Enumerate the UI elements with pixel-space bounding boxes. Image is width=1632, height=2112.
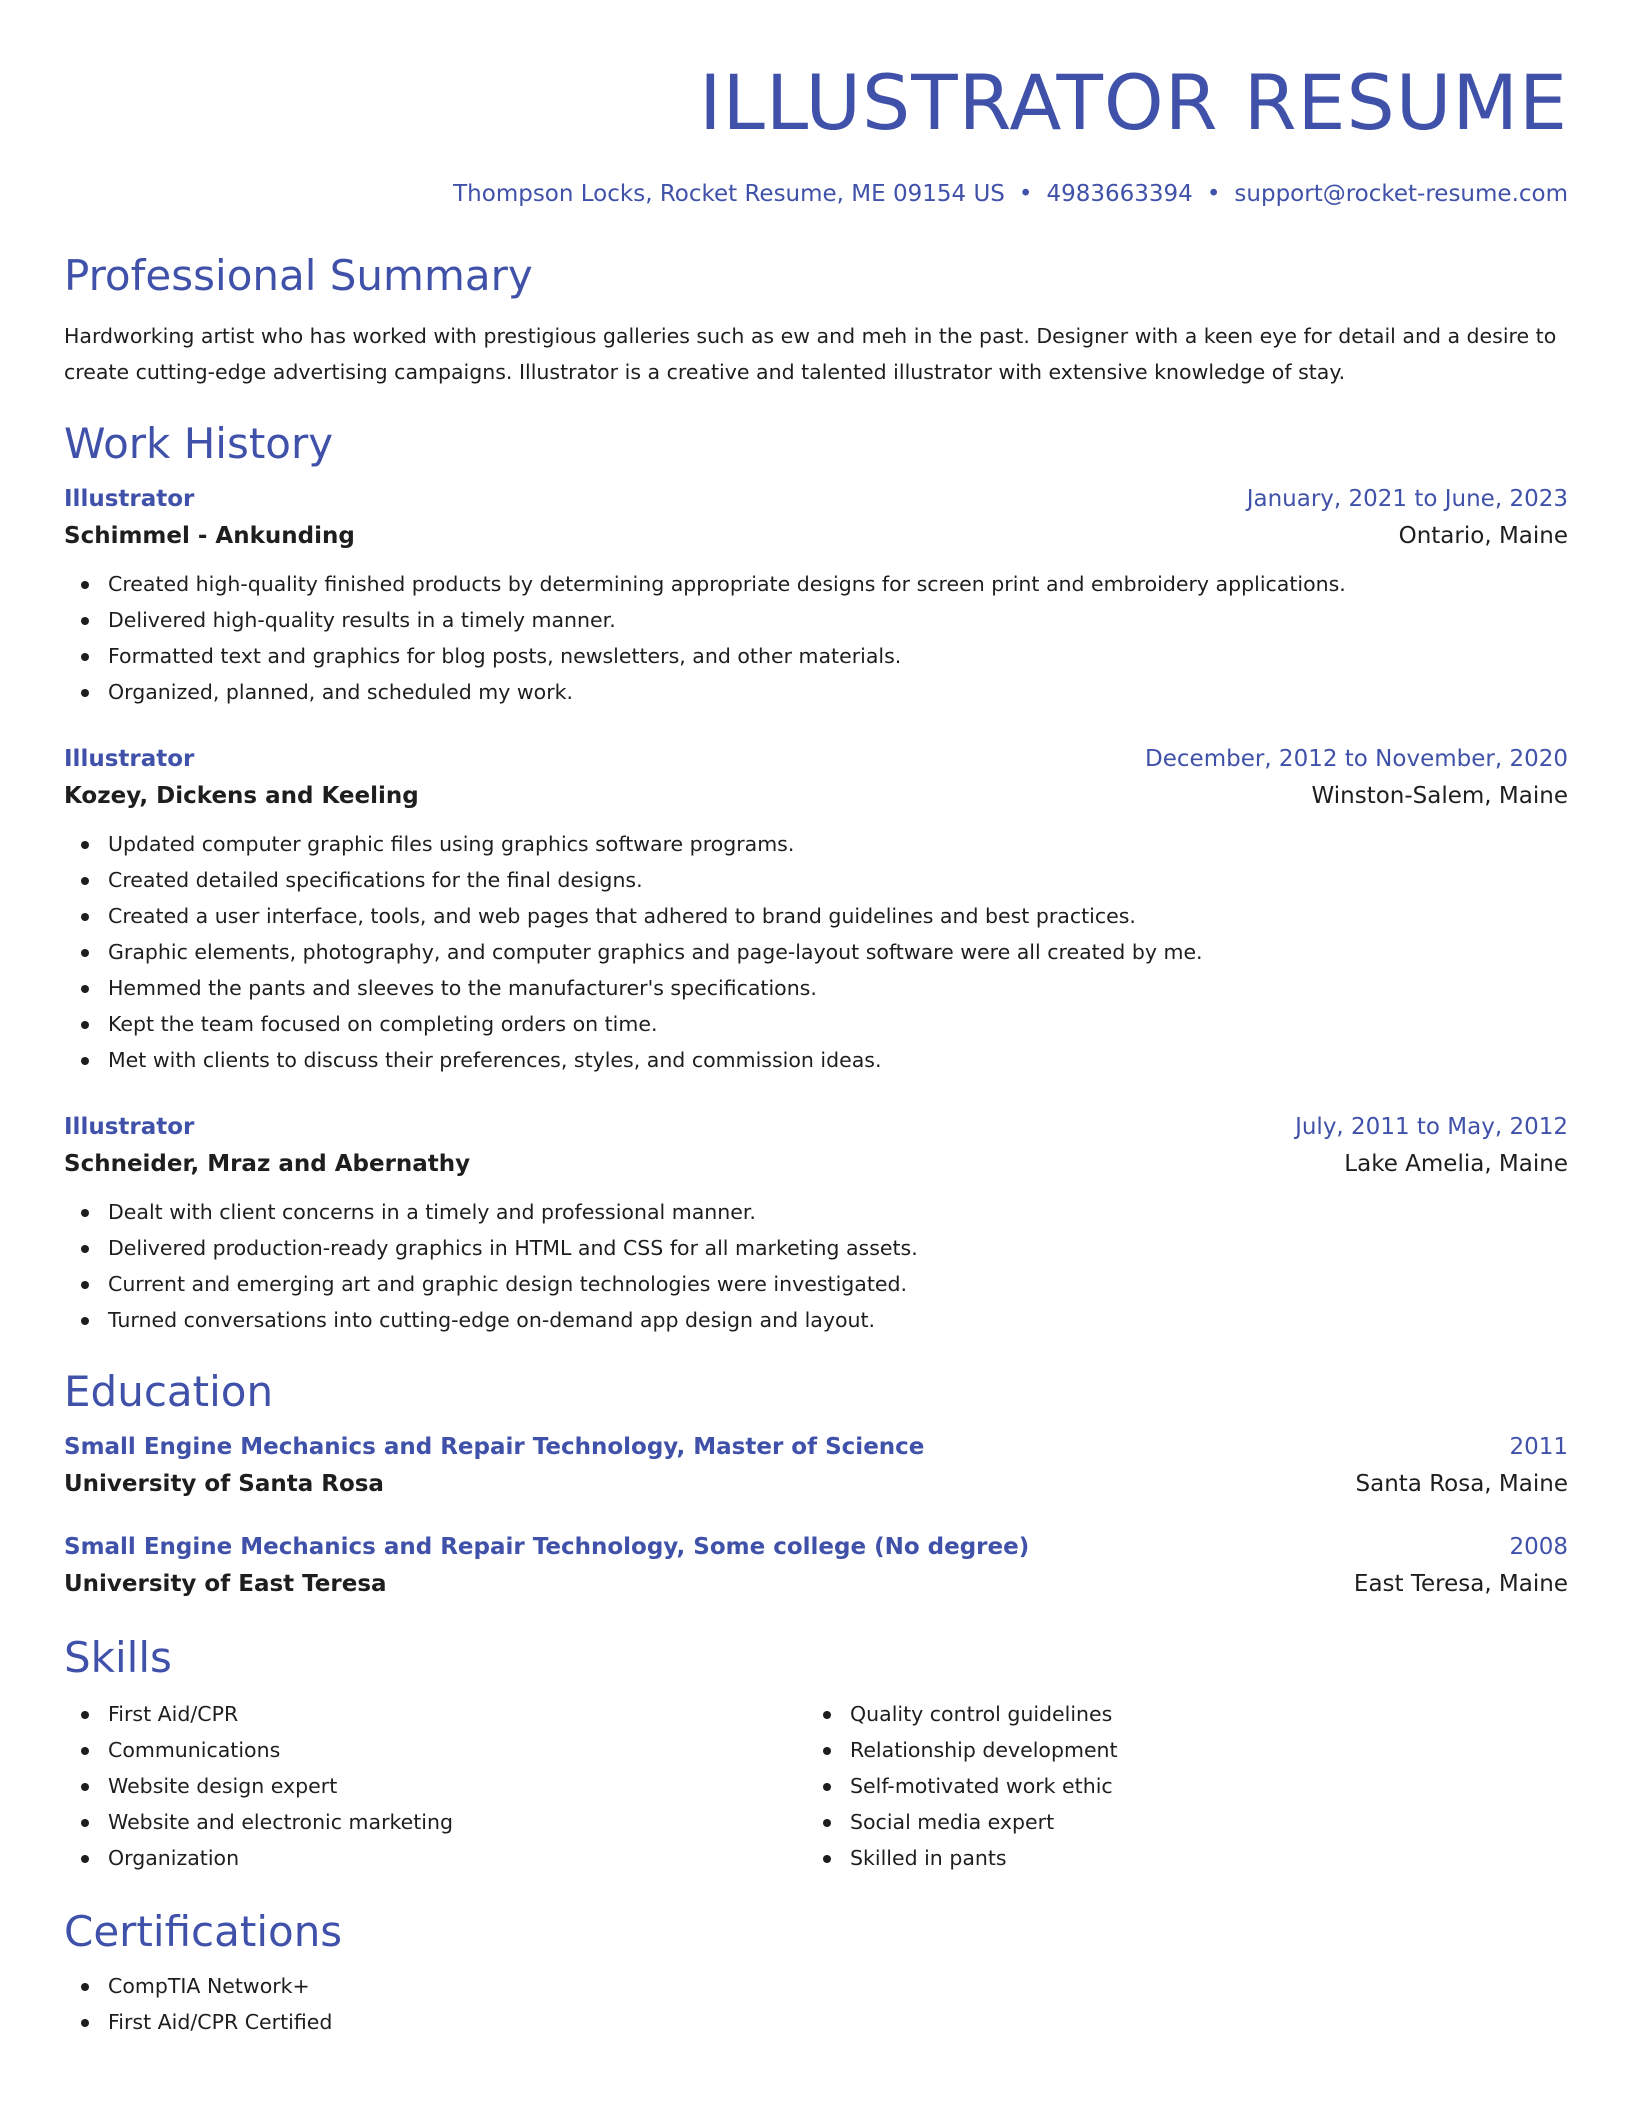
education-location: Santa Rosa, Maine [1355,1471,1568,1497]
job-bullet-text: Turned conversations into cutting-edge on-demand app design and layout. [108,1308,876,1332]
job-location: Winston-Salem, Maine [1311,783,1568,809]
education-heading: Education [64,1367,274,1416]
skill-item [64,1840,806,1876]
bullet-dot [81,1317,89,1325]
bullet-dot [81,985,89,993]
job-bullets [64,566,1568,710]
skill-item [64,1768,806,1804]
skill-text: Quality control guidelines [850,1702,1113,1726]
skill-item [806,1768,1548,1804]
job-bullet [64,566,1568,602]
education-location: East Teresa, Maine [1353,1571,1568,1597]
certifications-heading: Certifications [64,1907,343,1956]
job-bullet-text: Formatted text and graphics for blog posts, newsletters, and other materials. [108,644,902,668]
bullet-dot [81,1021,89,1029]
job-bullet [64,1042,1568,1078]
job-bullet-text: Dealt with client concerns in a timely and professional manner. [108,1200,756,1224]
job-company-row [64,1144,1568,1184]
skills-list-right [806,1696,1548,1876]
job-dates: December, 2012 to November, 2020 [1145,746,1568,772]
bullet-dot [81,1819,89,1827]
job-bullet [64,934,1568,970]
bullet-dot [81,1281,89,1289]
job-location: Ontario, Maine [1398,523,1568,549]
skill-text: Communications [108,1738,281,1762]
skill-text: First Aid/CPR [108,1702,239,1726]
bullet-dot [81,841,89,849]
bullet-dot [81,653,89,661]
skills-list-left [64,1696,806,1876]
contact-email[interactable]: support@rocket-resume.com [1234,181,1568,207]
certification-item [64,1968,1568,2004]
skill-item [806,1804,1548,1840]
job-bullet-text: Created a user interface, tools, and web pages that adhered to brand guidelines and best practices. [108,904,1136,928]
skill-item [64,1696,806,1732]
bullet-dot [81,949,89,957]
bullet-dot [81,1245,89,1253]
contact-address: Thompson Locks, Rocket Resume, ME 09154 US [453,181,1005,207]
skills-heading: Skills [64,1633,172,1682]
education-school-row [64,1464,1568,1504]
job-entry [64,482,1568,710]
bullet-dot [823,1711,831,1719]
bullet-dot [81,1711,89,1719]
bullet-dot [81,1057,89,1065]
education-degree: Small Engine Mechanics and Repair Technology, Some college (No degree) [64,1534,1030,1560]
bullet-dot [823,1783,831,1791]
skill-text: Website and electronic marketing [108,1810,453,1834]
bullet-dot [81,581,89,589]
bullet-dot [81,913,89,921]
job-entry [64,742,1568,1078]
job-bullet-text: Kept the team focused on completing orders on time. [108,1012,658,1036]
job-company: Schimmel - Ankunding [64,523,355,549]
education-school-row [64,1564,1568,1604]
job-bullet-text: Updated computer graphic files using graphics software programs. [108,832,795,856]
job-bullet [64,1194,1568,1230]
job-bullets [64,826,1568,1078]
job-bullet [64,638,1568,674]
job-bullet [64,862,1568,898]
certification-text: First Aid/CPR Certified [108,2010,333,2034]
bullet-dot [823,1747,831,1755]
resume-page [64,0,1568,2040]
job-bullet [64,970,1568,1006]
job-company: Schneider, Mraz and Abernathy [64,1151,471,1177]
job-dates: July, 2011 to May, 2012 [1295,1114,1568,1140]
summary-text: Hardworking artist who has worked with prestigious galleries such as ew and meh in the past. Designer with a keen eye for detail and a desire to create cutting-edge advertising campaigns. Illustrator is a creative and talented illustrator with extensive knowledge of stay. [64,324,1557,384]
job-header-row [64,482,1568,516]
skill-text: Skilled in pants [850,1846,1007,1870]
work-history-heading: Work History [64,419,334,468]
skills-columns [64,1696,1568,1876]
contact-line [64,178,1568,210]
education-year: 2011 [1509,1434,1568,1460]
skill-item [64,1732,806,1768]
bullet-dot [81,617,89,625]
bullet-dot [81,877,89,885]
bullet-dot [823,1819,831,1827]
bullet-dot [81,1783,89,1791]
education-degree: Small Engine Mechanics and Repair Technology, Master of Science [64,1434,925,1460]
job-bullet [64,674,1568,710]
job-bullet-text: Delivered production-ready graphics in HTML and CSS for all marketing assets. [108,1236,918,1260]
job-bullet [64,826,1568,862]
bullet-dot [81,1983,89,1991]
skill-item [806,1696,1548,1732]
contact-separator: • [1206,181,1221,207]
bullet-dot [81,689,89,697]
skill-text: Self-motivated work ethic [850,1774,1113,1798]
job-bullet [64,898,1568,934]
job-title: Illustrator [64,746,195,772]
job-bullet [64,1266,1568,1302]
bullet-dot [823,1855,831,1863]
bullet-dot [81,2019,89,2027]
education-entry [64,1530,1568,1604]
skill-text: Organization [108,1846,240,1870]
certification-item [64,2004,1568,2040]
education-year: 2008 [1509,1534,1568,1560]
job-bullet [64,1230,1568,1266]
job-bullet-text: Hemmed the pants and sleeves to the manufacturer's specifications. [108,976,817,1000]
skill-text: Website design expert [108,1774,338,1798]
job-title: Illustrator [64,1114,195,1140]
job-company-row [64,516,1568,556]
job-bullet-text: Created detailed specifications for the final designs. [108,868,643,892]
job-company-row [64,776,1568,816]
job-bullet-text: Current and emerging art and graphic design technologies were investigated. [108,1272,908,1296]
job-bullet [64,602,1568,638]
job-location: Lake Amelia, Maine [1344,1151,1568,1177]
skill-item [64,1804,806,1840]
education-degree-row [64,1530,1568,1564]
summary-heading: Professional Summary [64,251,533,300]
job-entry [64,1110,1568,1338]
education-entry [64,1430,1568,1504]
contact-phone: 4983663394 [1046,181,1193,207]
resume-title: ILLUSTRATOR RESUME [699,58,1568,147]
skill-text: Relationship development [850,1738,1118,1762]
education-school: University of Santa Rosa [64,1471,384,1497]
job-title: Illustrator [64,486,195,512]
job-bullet-text: Created high-quality finished products by determining appropriate designs for screen print and embroidery applications. [108,572,1346,596]
bullet-dot [81,1855,89,1863]
job-bullet [64,1006,1568,1042]
job-company: Kozey, Dickens and Keeling [64,783,419,809]
job-bullets [64,1194,1568,1338]
job-bullet-text: Organized, planned, and scheduled my work. [108,680,574,704]
skill-item [806,1732,1548,1768]
job-bullet-text: Graphic elements, photography, and computer graphics and page-layout software were all created by me. [108,940,1203,964]
job-header-row [64,742,1568,776]
education-degree-row [64,1430,1568,1464]
bullet-dot [81,1209,89,1217]
job-bullet-text: Delivered high-quality results in a timely manner. [108,608,616,632]
job-bullet [64,1302,1568,1338]
job-bullet-text: Met with clients to discuss their preferences, styles, and commission ideas. [108,1048,882,1072]
skill-text: Social media expert [850,1810,1055,1834]
job-header-row [64,1110,1568,1144]
job-dates: January, 2021 to June, 2023 [1246,486,1568,512]
certifications-list [64,1968,1568,2040]
skill-item [806,1840,1548,1876]
bullet-dot [81,1747,89,1755]
certification-text: CompTIA Network+ [108,1974,310,1998]
contact-separator: • [1018,181,1033,207]
education-school: University of East Teresa [64,1571,387,1597]
